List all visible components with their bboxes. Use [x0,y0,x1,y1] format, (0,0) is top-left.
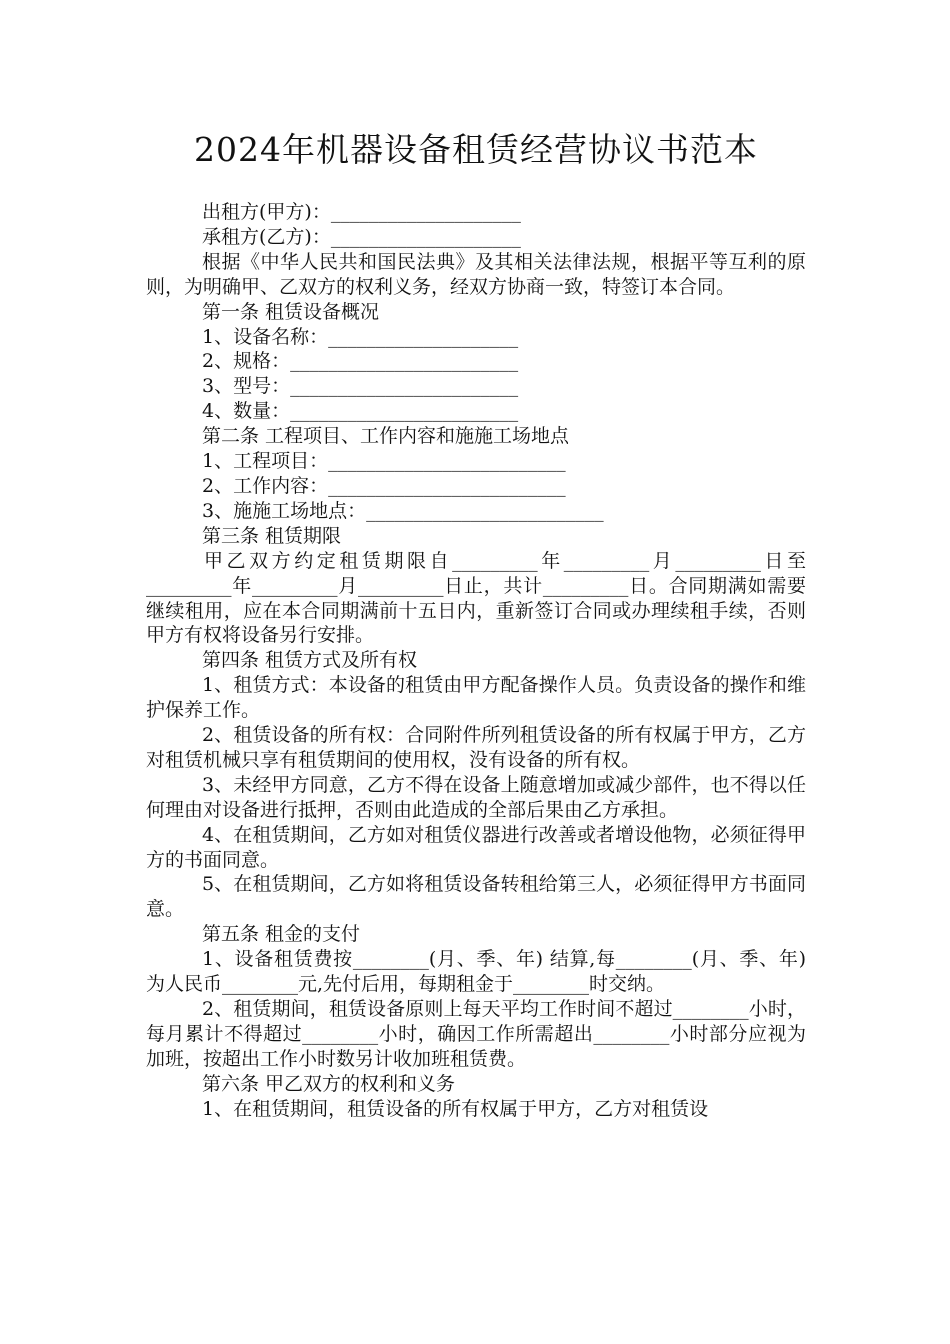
article-4-heading: 第四条 租赁方式及所有权 [202,649,418,672]
clause-4-5: 5、在租赁期间，乙方如将租赁设备转租给第三人，必须征得甲方书面同意。 [146,873,806,921]
clause-4-4: 4、在租赁期间，乙方如对租赁仪器进行改善或者增设他物，必须征得甲方的书面同意。 [146,823,806,871]
clause-6-1: 1、在租赁期间，租赁设备的所有权属于甲方，乙方对租赁设 [202,1097,709,1120]
clause-4-1: 1、租赁方式：本设备的租赁由甲方配备操作人员。负责设备的操作和维护保养工作。 [146,674,806,722]
quantity-line: 4、数量：________________________ [202,400,519,423]
lessee-line: 承租方(乙方)：____________________ [202,225,521,248]
preamble-paragraph: 根据《中华人民共和国民法典》及其相关法律法规，根据平等互利的原则，为明确甲、乙双方的权利义务，经双方协商一致，特签订本合同。 [146,250,806,298]
clause-5-2: 2、租赁期间，租赁设备原则上每天平均工作时间不超过________小时，每月累计不得超过________小时，确因工作所需超出________小时部分应视为加班，按超出工作小时数另计收加班租赁费。 [146,998,806,1070]
lessor-line: 出租方(甲方)：____________________ [202,201,521,223]
article-1-heading: 第一条 租赁设备概况 [202,300,380,323]
model-line: 3、型号：________________________ [202,375,519,398]
article-6-heading: 第六条 甲乙双方的权利和义务 [202,1072,456,1095]
article-2-heading: 第二条 工程项目、工作内容和施施工场地点 [202,425,570,448]
equipment-name-line: 1、设备名称：____________________ [202,325,519,348]
document-title: 2024年机器设备租赁经营协议书范本 [194,130,758,169]
work-content-line: 2、工作内容：_________________________ [202,474,566,497]
document-body [146,200,806,1122]
article-3-heading: 第三条 租赁期限 [202,524,342,547]
site-line: 3、施施工场地点：_________________________ [202,499,604,522]
clause-5-1: 1、设备租赁费按________(月、季、年) 结算,每________(月、季、年) 为人民币________元,先付后用，每期租金于________时交纳。 [146,948,806,996]
clause-4-2: 2、租赁设备的所有权：合同附件所列租赁设备的所有权属于甲方，乙方对租赁机械只享有租赁期间的使用权，没有设备的所有权。 [146,724,806,771]
clause-4-3: 3、未经甲方同意，乙方不得在设备上随意增加或减少部件，也不得以任何理由对设备进行抵押，否则由此造成的全部后果由乙方承担。 [146,773,806,821]
spec-line: 2、规格：________________________ [202,350,519,373]
project-line: 1、工程项目：_________________________ [202,450,566,473]
lease-term-paragraph: 甲乙双方约定租赁期限自_________年_________月_________日至_________年_________月_________日止，共计_________日。合同期满如需要继续租用，应在本合同期满前十五日内，重新签订合同或办理续租手续，否则甲方有权将设备另行安排。 [146,549,806,647]
article-5-heading: 第五条 租金的支付 [202,923,361,946]
